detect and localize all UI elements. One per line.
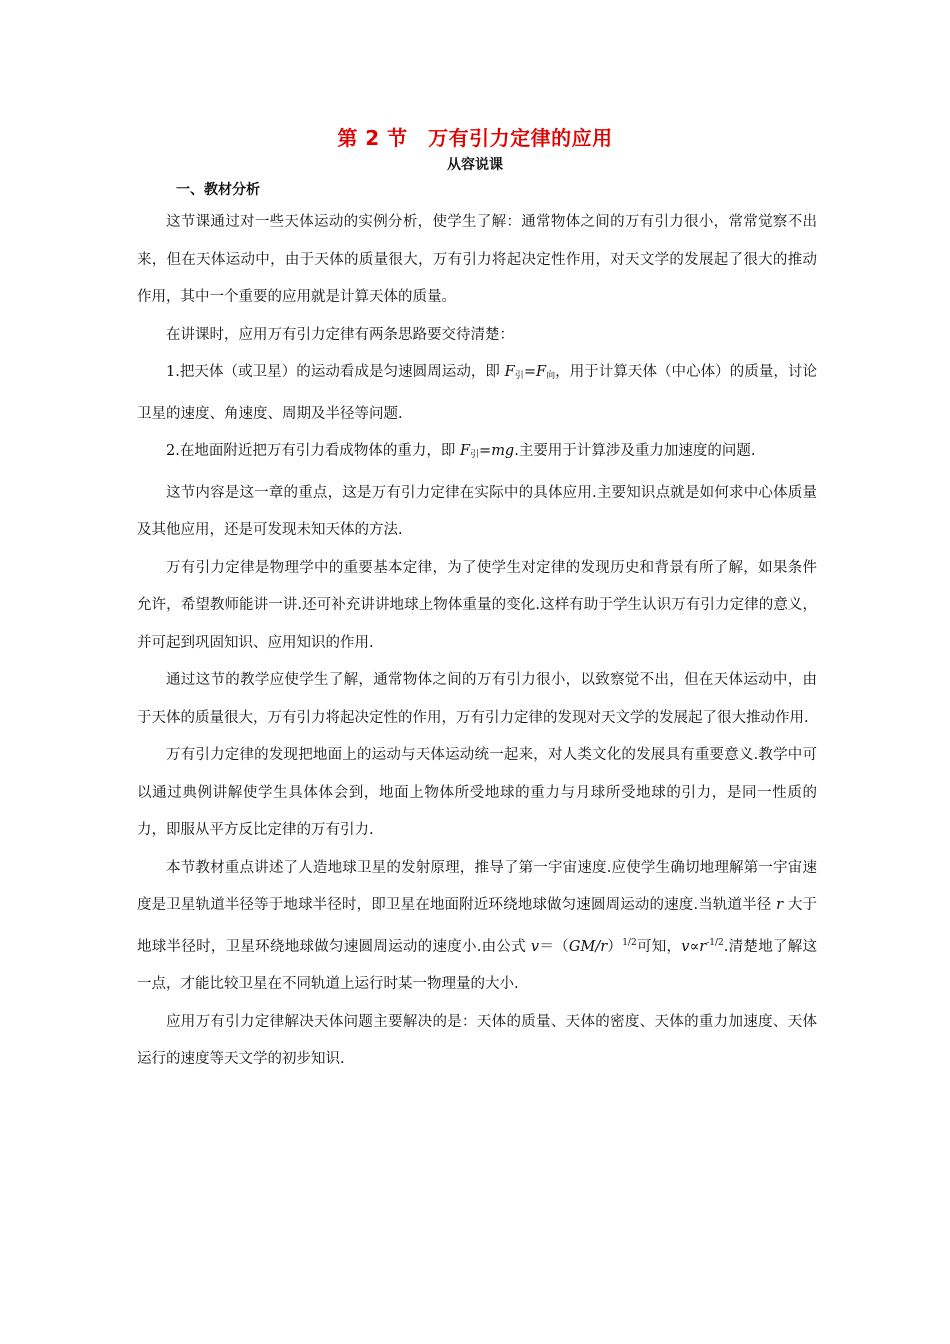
paragraph-1: 这节课通过对一些天体运动的实例分析，使学生了解：通常物体之间的万有引力很小，常常觉察不出来，但在天体运动中，由于天体的质量很大，万有引力将起决定性作用，对天文学的发展起了很大的推动作用，其中一个重要的应用就是计算天体的质量。	[137, 214, 817, 305]
paragraph-4-text-b: .主要用于计算涉及重力加速度的问题.	[514, 443, 756, 459]
formula-r: r	[776, 897, 784, 913]
paragraph-6: 万有引力定律是物理学中的重要基本定律，为了使学生对定律的发现历史和背景有所了解，如果条件允许，希望教师能讲一讲.还可补充讲讲地球上物体重量的变化.这样有助于学生认识万有引力定律的意义，并可起到巩固知识、应用知识的作用.	[137, 559, 817, 651]
paragraph-3-text-b: ，用于计算天体（中心体）的质量，讨论卫星的速度、角速度、周期及半径等问题.	[137, 364, 817, 422]
formula-equals: =	[523, 364, 536, 380]
formula-gm-over-r: GM/r	[568, 938, 608, 955]
paragraph-3	[137, 354, 817, 433]
formula-subscript: 引	[470, 450, 480, 460]
formula-f: F	[504, 364, 515, 380]
paragraph-8: 万有引力定律的发现把地面上的运动与天体运动统一起来，对人类文化的发展具有重要意义.教学中可以通过典例讲解使学生具体体会到，地面上物体所受地球的重力与月球所受地球的引力，是同一性质的力，即服从平方反比定律的万有引力.	[137, 747, 817, 838]
paragraph-7: 通过这节的教学应使学生了解，通常物体之间的万有引力很小，以致察觉不出，但在天体运动中，由于天体的质量很大，万有引力将起决定性的作用，万有引力定律的发现对天文学的发展起了很大推动作用.	[137, 672, 817, 726]
page-title: 第 2 节 万有引力定律的应用	[337, 126, 613, 150]
formula-exponent: 1/2	[622, 937, 637, 948]
paragraph-9-text-b: 大于地球半径时，卫星环绕地球做匀速圆周运动的速度小.由公式	[137, 897, 818, 955]
formula-r: r	[699, 938, 707, 955]
body-content	[137, 204, 817, 1079]
formula-paren-open: ＝（	[539, 938, 569, 955]
section-heading: 一、教材分析	[176, 182, 260, 198]
formula-subscript: 向	[546, 371, 556, 381]
formula-exponent: -1/2	[706, 937, 724, 948]
paragraph-9-text-a: 本节教材重点讲述了人造地球卫星的发射原理，推导了第一宇宙速度.应使学生确切地理解第一宇宙速度是卫星轨道半径等于地球半径时，即卫星在地面附近环绕地球做匀速圆周运动的速度.当轨道半径	[137, 859, 817, 913]
paragraph-2: 在讲课时，应用万有引力定律有两条思路要交待清楚：	[166, 326, 514, 343]
formula-subscript: 引	[514, 371, 524, 381]
paragraph-10: 应用万有引力定律解决天体问题主要解决的是：天体的质量、天体的密度、天体的重力加速度、天体运行的速度等天文学的初步知识.	[137, 1013, 817, 1067]
formula-mg: mg	[491, 443, 515, 459]
paragraph-5: 这节内容是这一章的重点，这是万有引力定律在实际中的具体应用.主要知识点就是如何求中心体质量及其他应用，还是可发现未知天体的方法.	[137, 484, 817, 538]
formula-f: F	[459, 443, 471, 459]
formula-proportional: ∝	[689, 938, 700, 955]
paragraph-9	[137, 850, 817, 1004]
paragraph-4	[137, 433, 817, 475]
paragraph-4-text-a: 2.在地面附近把万有引力看成物体的重力，即	[166, 443, 460, 459]
paragraph-3-text-a: 1.把天体（或卫星）的运动看成是匀速圆周运动，即	[166, 364, 505, 380]
formula-equals: =	[479, 443, 492, 459]
formula-v: v	[530, 938, 540, 955]
paragraph-9-text-g: .清楚地了解这一点，才能比较卫星在不同轨道上运行时某一物理量的大小.	[137, 938, 818, 992]
paragraph-9-text-f: 可知，	[636, 938, 682, 955]
page-subtitle: 从容说课	[447, 157, 503, 173]
formula-v: v	[681, 938, 690, 955]
formula-paren-close: ）	[607, 938, 623, 955]
formula-f: F	[535, 364, 547, 380]
